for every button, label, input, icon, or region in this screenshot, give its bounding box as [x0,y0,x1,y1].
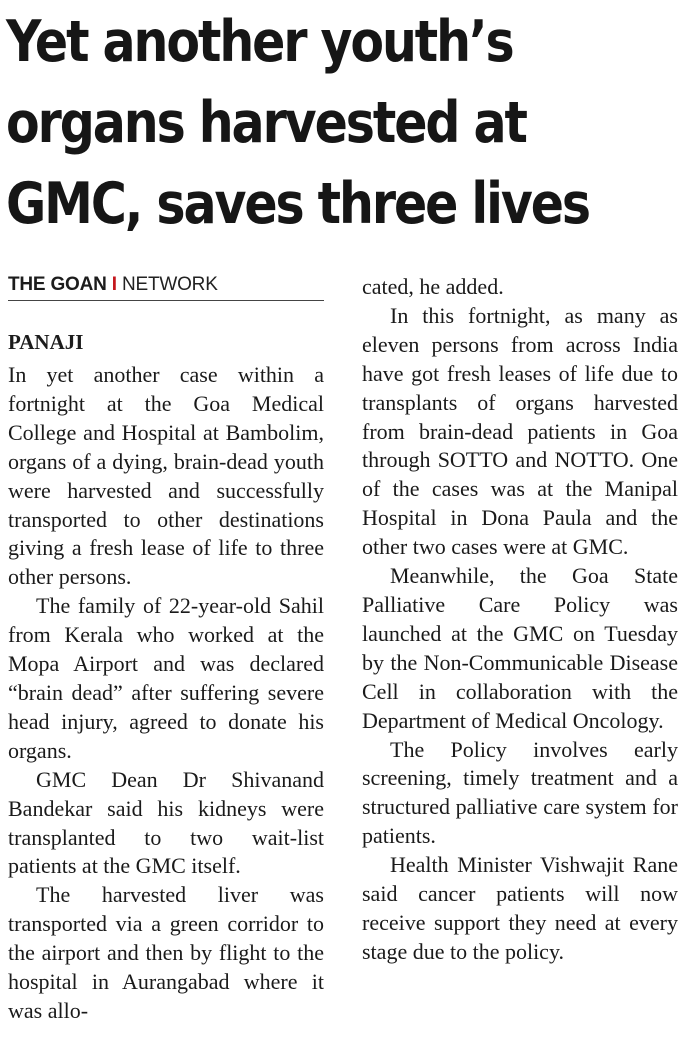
headline-line-2: organs harvested at [6,90,526,156]
byline-network: NETWORK [121,274,218,295]
paragraph: In yet another case within a fortnight at the Goa Medical College and Hospital at Bambolim, organs of a dying, brain-dead youth were harvested and successfully transported to other destinations giving a fresh lease of life to three other persons. [8,362,324,590]
dateline: PANAJI [8,330,84,354]
byline-separator: I [111,274,117,295]
paragraph: The harvested liver was transported via a green corridor to the airport and then by flight to the hospital in Aurangabad where it was allo- [8,882,324,1023]
paragraph: The Policy involves early screening, timely treatment and a structured palliative care system for patients. [362,736,678,849]
paragraph: cated, he added. [362,274,504,299]
article-column-2 [362,273,678,967]
article-column-1 [8,361,324,1026]
paragraph: Health Minister Vishwajit Rane said cancer patients will now receive support they need at every stage due to the policy. [362,852,678,964]
headline-line-3: GMC, saves three lives [6,171,590,237]
headline-line-1: Yet another youth’s [6,9,513,75]
byline-brand: THE GOAN [8,274,107,295]
paragraph: In this fortnight, as many as eleven persons from across India have got fresh leases of life due to transplants of organs harvested from brain-dead patients in Goa through SOTTO and NOTTO. One of the cases was at the Manipal Hospital in Dona Paula and the other two cases were at GMC. [362,302,678,560]
paragraph: GMC Dean Dr Shivanand Bandekar said his kidneys were transplanted to two wait-list patients at the GMC itself. [8,766,324,879]
byline [8,274,324,301]
headline [6,2,684,245]
paragraph: The family of 22-year-old Sahil from Kerala who worked at the Mopa Airport and was declared “brain dead” after suffering severe head injury, agreed to donate his organs. [8,593,324,763]
paragraph: Meanwhile, the Goa State Palliative Care Policy was launched at the GMC on Tuesday by the Non-Communicable Disease Cell in collaboration with the Department of Medical Oncology. [362,563,678,733]
